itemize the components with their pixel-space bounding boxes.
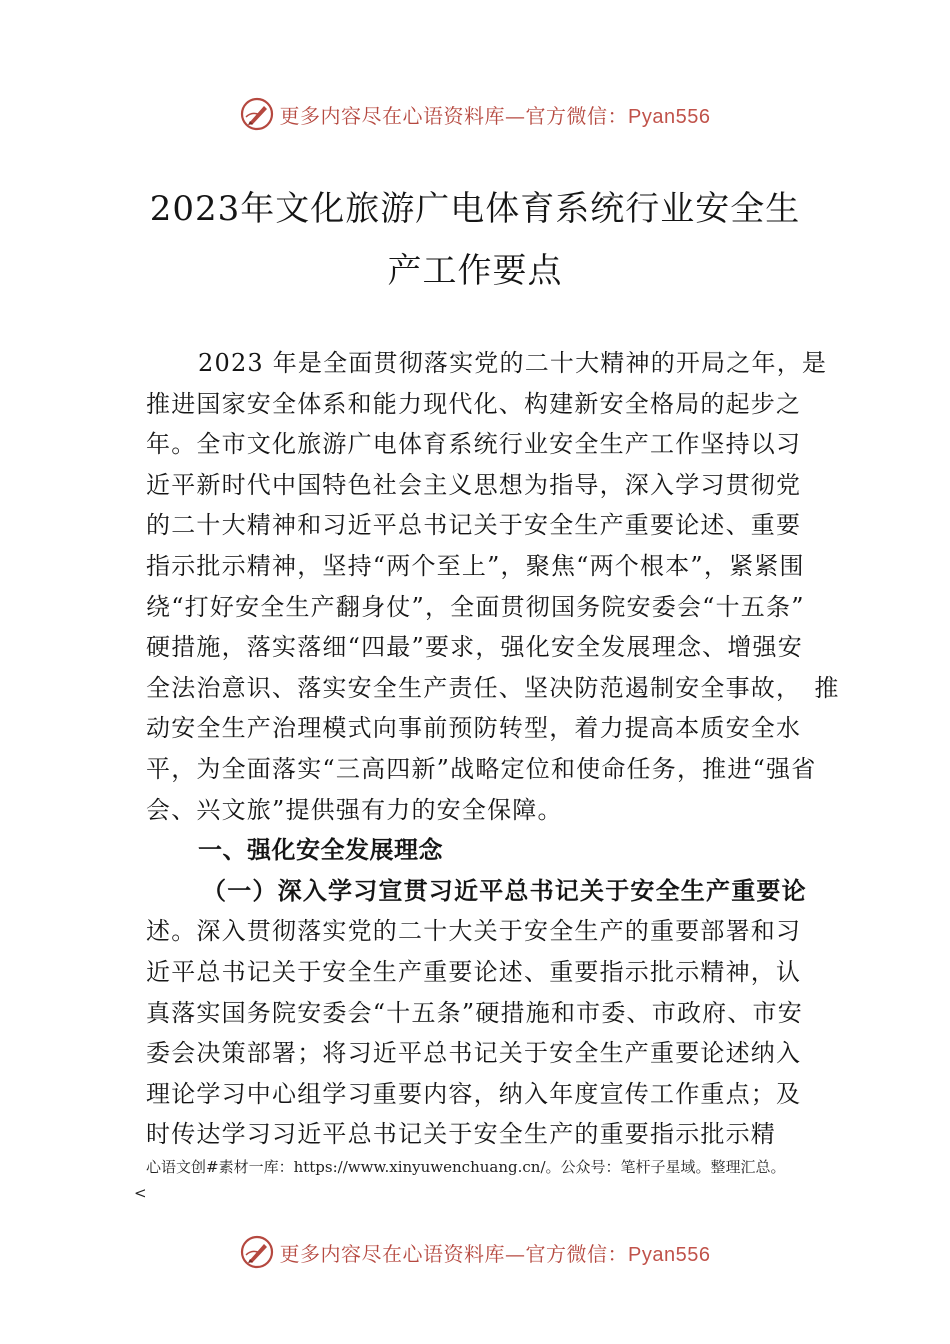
document-title-line-1: 2023年文化旅游广电体育系统行业安全生: [149, 189, 801, 229]
document-title-line-2: 产工作要点: [387, 251, 563, 291]
paragraph-line: 年。全市文化旅游广电体育系统行业安全生产工作坚持以习: [146, 430, 802, 459]
paragraph-line: 会、兴文旅”提供强有力的安全保障。: [146, 795, 563, 824]
paragraph-line: 时传达学习习近平总书记关于安全生产的重要指示批示精: [146, 1120, 776, 1149]
document-body: [146, 343, 840, 1155]
paragraph-line: 推进国家安全体系和能力现代化、构建新安全格局的起步之: [146, 389, 802, 418]
paragraph-line: 近平总书记关于安全生产重要论述、重要指示批示精神，认: [146, 957, 802, 986]
subsection-heading: （一）深入学习宣贯习近平总书记关于安全生产重要论: [202, 875, 807, 905]
paragraph-line: 述。深入贯彻落实党的二十大关于安全生产的重要部署和习: [146, 917, 802, 946]
wechat-handle: Pyan556: [628, 1243, 711, 1266]
pen-logo-icon: [240, 97, 274, 131]
paragraph-line: 真落实国务院安委会“十五条”硬措施和市委、市政府、市安: [146, 998, 803, 1027]
paragraph-line: 理论学习中心组学习重要内容，纳入年度宣传工作重点；及: [146, 1079, 802, 1108]
paragraph-line: 全法治意识、落实安全生产责任、坚决防范遏制安全事故， 推: [146, 673, 840, 702]
wechat-handle: Pyan556: [628, 105, 711, 128]
source-note: 心语文创#素材一库：https://www.xinyuwenchuang.cn/。公众号：笔杆子星域。整理汇总。: [146, 1158, 786, 1176]
pen-logo-icon: [240, 1235, 274, 1269]
paragraph-line: 2023 年是全面贯彻落实党的二十大精神的开局之年，是: [198, 349, 828, 377]
paragraph-line: 委会决策部署；将习近平总书记关于安全生产重要论述纳入: [146, 1039, 802, 1068]
paragraph-line: 动安全生产治理模式向事前预防转型，着力提高本质安全水: [146, 714, 802, 743]
source-note-continuation: <: [134, 1184, 147, 1202]
section-heading: 一、强化安全发展理念: [198, 836, 443, 865]
paragraph-line: 的二十大精神和习近平总书记关于安全生产重要论述、重要: [146, 511, 802, 540]
paragraph-line: 硬措施，落实落细“四最”要求，强化安全发展理念、增强安: [146, 633, 803, 662]
paragraph-line: 指示批示精神，坚持“两个至上”，聚焦“两个根本”，紧紧围: [146, 551, 805, 580]
paragraph-line: 近平新时代中国特色社会主义思想为指导，深入学习贯彻党: [146, 470, 802, 499]
footer-banner: [0, 1230, 950, 1274]
paragraph-line: 绕“打好安全生产翻身仗”，全面贯彻国务院安委会“十五条”: [146, 592, 805, 621]
banner-text: 更多内容尽在心语资料库—官方微信：: [279, 1241, 629, 1266]
banner-text: 更多内容尽在心语资料库—官方微信：: [279, 103, 629, 128]
paragraph-line: 平，为全面落实“三高四新”战略定位和使命任务，推进“强省: [146, 754, 817, 783]
header-banner: [0, 92, 950, 136]
